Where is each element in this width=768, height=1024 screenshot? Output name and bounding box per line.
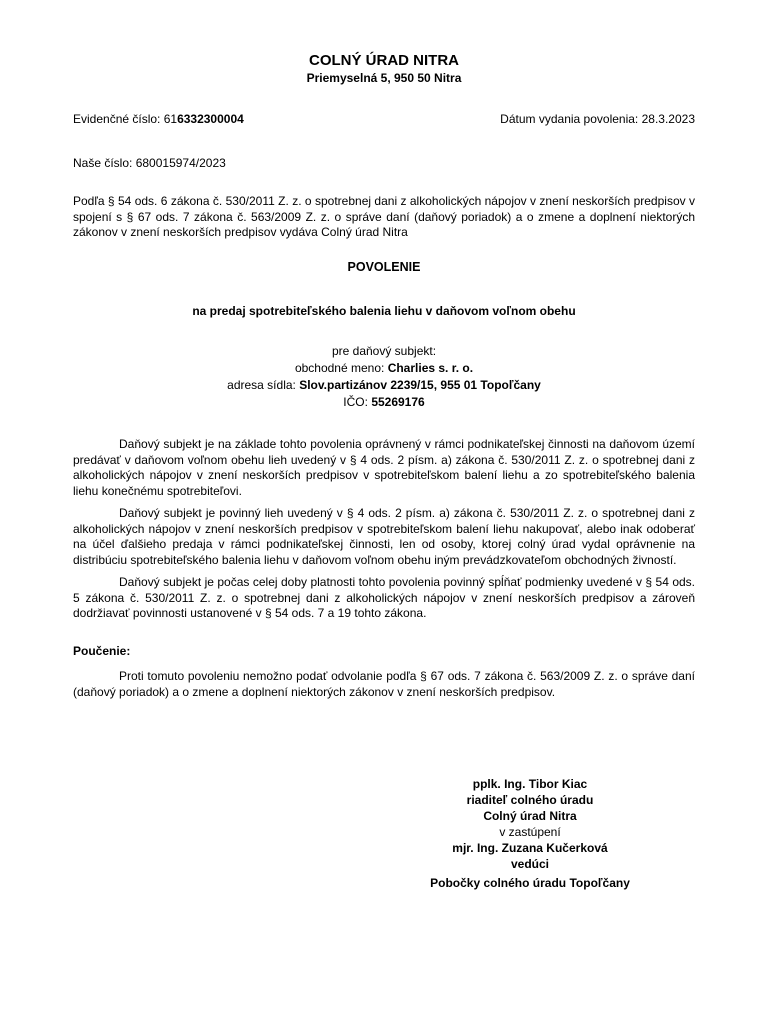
our-number-label: Naše číslo: bbox=[73, 156, 133, 170]
our-number bbox=[73, 156, 226, 172]
issue-date-value: 28.3.2023 bbox=[641, 112, 695, 126]
seat-line bbox=[0, 377, 768, 394]
office-name: COLNÝ ÚRAD NITRA bbox=[309, 52, 459, 69]
body-paragraph: Daňový subjekt je na základe tohto povolenia oprávnený v rámci podnikateľskej činnosti na daňovom území predávať v daňovom voľnom obehu lieh uvedený v § 4 ods. 2 písm. a) zákona č. 530/2011 Z. z. o spotrebnej dani z alkoholických nápojov v znení neskorších predpisov v spotrebiteľskom balení liehu a zo spotrebiteľského balenia liehu konečnému spotrebiteľovi. bbox=[73, 437, 695, 498]
seat-address: Slov.partizánov 2239/15, 955 01 Topoľčany bbox=[299, 378, 541, 392]
office-address: Priemyselná 5, 950 50 Nitra bbox=[306, 71, 462, 85]
business-name-line bbox=[0, 360, 768, 377]
evidence-label: Evidenčné číslo: 61 bbox=[73, 112, 178, 126]
signatory-office: Colný úrad Nitra bbox=[483, 809, 577, 823]
document-subtitle: na predaj spotrebiteľského balenia liehu v daňovom voľnom obehu bbox=[192, 304, 576, 318]
intro-paragraph: Podľa § 54 ods. 6 zákona č. 530/2011 Z. z. o spotrebnej dani z alkoholických nápojov v znení neskorších predpisov v spojení s § 67 ods. 7 zákona č. 563/2009 Z. z. o správe daní (daňový poriadok) a o zmene a doplnení niektorých zákonov v znení neskorších predpisov vydáva Colný úrad Nitra bbox=[73, 194, 695, 239]
notice-text: Proti tomuto povoleniu nemožno podať odvolanie podľa § 67 ods. 7 zákona č. 563/2009 Z. z. o správe daní (daňový poriadok) a o zmene a doplnení niektorých zákonov v znení neskorších predpisov. bbox=[73, 669, 695, 699]
signature-block bbox=[380, 776, 680, 891]
our-number-value: 680015974/2023 bbox=[135, 156, 226, 170]
branch-name: Pobočky colného úradu Topoľčany bbox=[430, 876, 630, 890]
tax-subject-block bbox=[0, 343, 768, 411]
issue-date-label: Dátum vydania povolenia: bbox=[500, 112, 639, 126]
document-title: POVOLENIE bbox=[347, 260, 421, 274]
subject-intro: pre daňový subjekt: bbox=[331, 344, 437, 358]
business-name: Charlies s. r. o. bbox=[387, 361, 474, 375]
ico-line bbox=[0, 394, 768, 411]
evidence-number bbox=[73, 112, 244, 128]
business-name-label: obchodné meno: bbox=[294, 361, 385, 375]
evidence-number-value: 6332300004 bbox=[177, 112, 244, 126]
issue-date bbox=[500, 112, 695, 128]
ico-label: IČO: bbox=[343, 395, 368, 409]
notice-heading: Poučenie: bbox=[73, 644, 131, 658]
ico-value: 55269176 bbox=[371, 395, 425, 409]
seat-label: adresa sídla: bbox=[227, 378, 296, 392]
body-paragraph: Daňový subjekt je počas celej doby platnosti tohto povolenia povinný spĺňať podmienky uvedené v § 54 ods. 5 zákona č. 530/2011 Z. z. o spotrebnej dani z alkoholických nápojov v znení neskorších predpisov a zároveň dodržiavať povinnosti ustanovené v § 54 ods. 7 a 19 tohto zákona. bbox=[73, 575, 695, 620]
body-paragraphs bbox=[73, 437, 695, 629]
on-behalf: v zastúpení bbox=[499, 825, 561, 839]
signatory-role: riaditeľ colného úradu bbox=[466, 793, 594, 807]
body-paragraph: Daňový subjekt je povinný lieh uvedený v § 4 ods. 2 písm. a) zákona č. 530/2011 Z. z. o spotrebnej dani z alkoholických nápojov v znení neskorších predpisov v spotrebiteľskom balení liehu nakupovať, alebo inak odoberať na účel ďalšieho predaja v rámci podnikateľskej činnosti, len od osoby, ktorej colný úrad vydal oprávnenie na distribúciu spotrebiteľského balenia liehu v daňovom voľnom obehu iným prevádzkovateľom obchodných živností. bbox=[73, 506, 695, 567]
deputy-role: vedúci bbox=[510, 857, 549, 871]
signatory-name: pplk. Ing. Tibor Kiac bbox=[472, 777, 588, 791]
deputy-name: mjr. Ing. Zuzana Kučerková bbox=[452, 841, 608, 855]
